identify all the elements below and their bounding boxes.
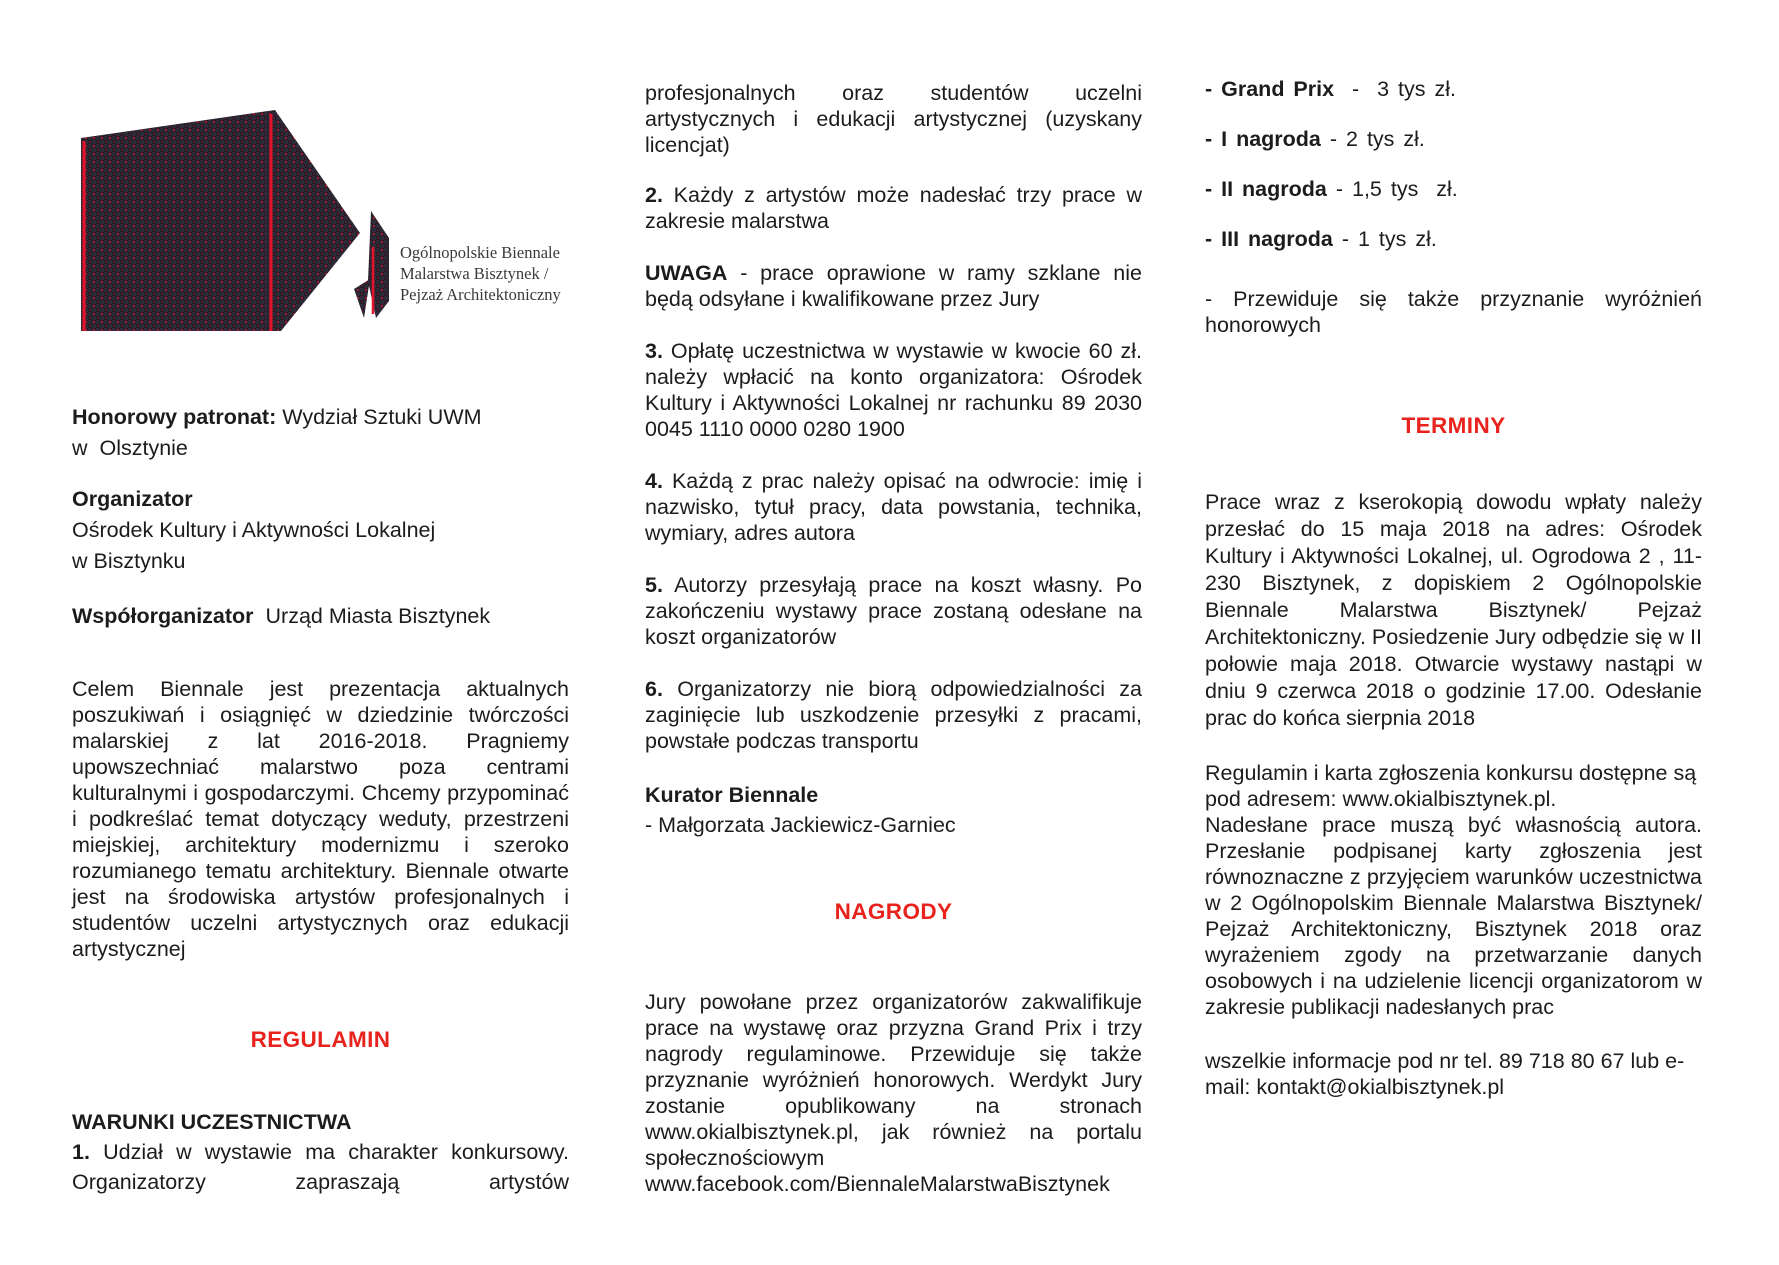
rule-item-3 (645, 338, 1142, 442)
co-organizer-line (72, 601, 569, 632)
rule-item-1 (72, 1137, 569, 1197)
prize-third-value: - 1 tys zł. (1332, 227, 1437, 251)
uwaga-note (645, 260, 1142, 312)
rule-item-6 (645, 676, 1142, 754)
logo-caption-line: Malarstwa Bisztynek / (400, 264, 549, 283)
prize-second-value: - 1,5 tys zł. (1326, 177, 1458, 201)
rule-item-4 (645, 468, 1142, 546)
patronage-line1 (72, 402, 569, 433)
deadlines-paragraph: Prace wraz z kserokopią dowodu wpłaty należy przesłać do 15 maja 2018 na adres: Ośrodek Kultury i Aktywności Lokalnej, ul. Ogrodowa 2 , 11-230 Bisztynek, z dopiskiem 2 Ogólnopolskie Biennale Malarstwa Bisztynek/ Pejzaż Architektoniczny. Posiedzenie Jury odbędzie się w II połowie maja 2018. Otwarcie wystawy nastąpi w dniu 9 czerwca 2018 o godzinie 17.00. Odesłanie prac do końca sierpnia 2018 (1205, 490, 1702, 730)
co-organizer-block (72, 601, 569, 632)
rule-item-5-number: 5. (645, 573, 663, 597)
patronage-label: Honorowy patronat: (72, 405, 277, 429)
biennale-logo (72, 100, 569, 350)
honorary-patronage (72, 402, 569, 464)
logo-caption-line: Ogólnopolskie Biennale (400, 243, 560, 262)
curator-block (645, 780, 1142, 840)
biennale-logo-icon (76, 104, 406, 349)
column-middle (645, 80, 1142, 1197)
patronage-line2: w Olsztynie (72, 436, 188, 460)
regulations-availability: Regulamin i karta zgłoszenia konkursu dostępne są pod adresem: www.okialbisztynek.pl. (1205, 761, 1697, 811)
terminy-heading: TERMINY (1401, 413, 1506, 438)
intro-paragraph: Celem Biennale jest prezentacja aktualnych poszukiwań i osiągnięć w dziedzinie twórczości malarskiej z lat 2016-2018. Pragniemy upowszechniać malarstwo poza centrami kulturalnymi i gospodarczymi. Chcemy przypominać i podkreślać temat dotyczący weduty, przestrzeni miejskiej, architektury modernizmu i szeroko rozumianego tematu architektury. Biennale otwarte jest na środowiska artystów profesjonalnych i studentów uczelni artystycznych oraz edukacji artystycznej (72, 677, 569, 961)
rule-item-1-continuation: profesjonalnych oraz studentów uczelni artystycznych i edukacji artystycznej (uzyskany licencjat) (645, 81, 1142, 157)
logo-caption (400, 242, 561, 305)
organizer-line2: w Bisztynku (72, 549, 186, 573)
patronage-value: Wydział Sztuki UWM (276, 405, 482, 429)
curator-name: - Małgorzata Jackiewicz-Garniec (645, 813, 956, 837)
prize-second-label: - II nagroda (1205, 177, 1327, 201)
organizer-title: Organizator (72, 487, 193, 511)
rule-item-1-number: 1. (72, 1140, 90, 1164)
prize-grand-prix-value: - 3 tys zł. (1334, 77, 1456, 101)
contact-info: wszelkie informacje pod nr tel. 89 718 80 67 lub e-mail: kontakt@okialbisztynek.pl (1205, 1049, 1685, 1099)
rule-item-4-number: 4. (645, 469, 663, 493)
column-left (72, 100, 569, 1197)
honorable-mentions-note: - Przewiduje się także przyznanie wyróżnień honorowych (1205, 287, 1702, 337)
rule-item-6-number: 6. (645, 677, 663, 701)
curator-title: Kurator Biennale (645, 783, 819, 807)
rule-item-2 (645, 182, 1142, 234)
ownership-license-paragraph: Nadesłane prace muszą być własnością autora. Przesłanie podpisanej karty zgłoszenia jest równoznaczne z przyjęciem warunków uczestnictwa w 2 Ogólnopolskim Biennale Malarstwa Bisztynek/ Pejzaż Architektoniczny, Bisztynek 2018 oraz wyrażeniem zgody na przetwarzanie danych osobowych i na udzielenie licencji organizatorom w zakresie publikacji nadesłanych prac (1205, 813, 1702, 1019)
uwaga-text: - prace oprawione w ramy szklane nie będą odsyłane i kwalifikowane przez Jury (645, 261, 1142, 311)
organizer-block (72, 484, 569, 577)
prize-grand-prix (1205, 76, 1702, 102)
jury-paragraph: Jury powołane przez organizatorów zakwalifikuje prace na wystawę oraz przyzna Grand Prix i trzy nagrody regulaminowe. Przewiduje się także przyznanie wyróżnień honorowych. Werdykt Jury zostanie opublikowany na stronach www.okialbisztynek.pl, jak również na portalu społecznościowym www.facebook.com/BiennaleMalarstwaBisztynek (645, 990, 1142, 1196)
regulamin-heading: REGULAMIN (250, 1027, 391, 1052)
rule-item-3-number: 3. (645, 339, 663, 363)
prize-first (1205, 126, 1702, 152)
prize-first-value: - 2 tys zł. (1320, 127, 1425, 151)
nagrody-heading: NAGRODY (834, 899, 953, 924)
rule-item-5 (645, 572, 1142, 650)
uwaga-label: UWAGA (645, 261, 728, 285)
prize-third-label: - III nagroda (1205, 227, 1333, 251)
co-organizer-label: Współorganizator (72, 604, 254, 628)
prize-first-label: - I nagroda (1205, 127, 1321, 151)
conditions-heading: WARUNKI UCZESTNICTWA (72, 1110, 352, 1134)
rule-item-3-text: Opłatę uczestnictwa w wystawie w kwocie 60 zł. należy wpłacić na konto organizatora: Ośrodek Kultury i Aktywności Lokalnej nr rachunku 89 2030 0045 1110 0000 0280 1900 (645, 339, 1142, 441)
rule-item-6-text: Organizatorzy nie biorą odpowiedzialności za zaginięcie lub uszkodzenie przesyłki z pracami, powstałe podczas transportu (645, 677, 1142, 753)
rule-item-5-text: Autorzy przesyłają prace na koszt własny. Po zakończeniu wystawy prace zostaną odesłane na koszt organizatorów (645, 573, 1142, 649)
organizer-line1: Ośrodek Kultury i Aktywności Lokalnej (72, 518, 436, 542)
co-organizer-value: Urząd Miasta Bisztynek (253, 604, 491, 628)
logo-caption-line: Pejzaż Architektoniczny (400, 285, 561, 304)
prize-grand-prix-label: - Grand Prix (1205, 77, 1335, 101)
prize-second (1205, 176, 1702, 202)
rule-item-2-text: Każdy z artystów może nadesłać trzy prace w zakresie malarstwa (645, 183, 1142, 233)
column-right (1205, 76, 1702, 1100)
rule-item-4-text: Każdą z prac należy opisać na odwrocie: imię i nazwisko, tytuł pracy, data powstania, technika, wymiary, adres autora (645, 469, 1142, 545)
prize-third (1205, 226, 1702, 252)
rule-item-1-text: Udział w wystawie ma charakter konkursowy. Organizatorzy zapraszają artystów (72, 1140, 569, 1194)
rule-item-2-number: 2. (645, 183, 663, 207)
